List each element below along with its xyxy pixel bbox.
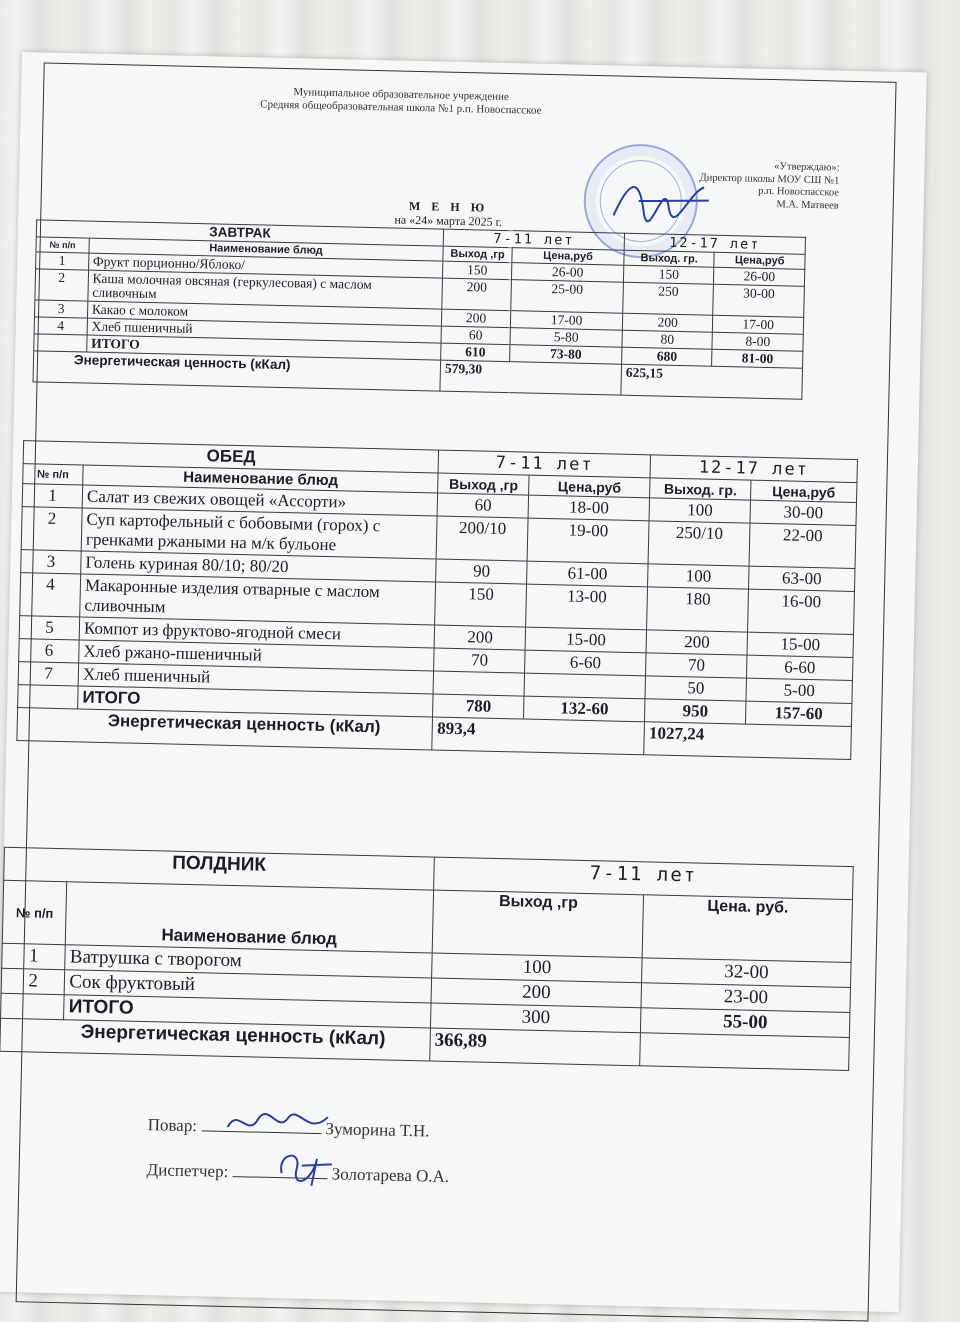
col-name: Наименование блюд xyxy=(83,465,439,493)
breakfast-title: ЗАВТРАК xyxy=(36,220,443,246)
table-row: 1 Фрукт порционно/Яблоко/ 150 26-00 150 26-00 xyxy=(36,252,805,286)
menu-sheet xyxy=(0,52,927,1312)
breakfast-table xyxy=(33,219,806,399)
menu-date: на «24» марта 2025 г. xyxy=(394,212,503,229)
col-name: Наименование блюд xyxy=(89,238,444,261)
col-price-2: Цена,руб xyxy=(751,480,857,502)
dispatcher-label: Диспетчер: xyxy=(146,1160,229,1181)
table-row: 4 Макаронные изделия отварные с маслом сливочным 150 13-00 180 16-00 xyxy=(20,573,855,635)
col-num: № п/п xyxy=(36,237,89,253)
cook-name: Зуморина Т.Н. xyxy=(325,1119,430,1141)
approval-line-2: Директор школы МОУ СШ №1 xyxy=(699,171,840,187)
dispatcher-signature xyxy=(271,1143,342,1190)
breakfast-age-2: 12-17 лет xyxy=(624,233,805,254)
snack-age: 7-11 лет xyxy=(434,857,854,899)
snack-title: ПОЛДНИК xyxy=(4,847,435,890)
col-price: Цена,руб xyxy=(512,248,624,266)
lunch-age-2: 12-17 лет xyxy=(650,455,857,483)
col-name: Наименование блюд xyxy=(66,882,434,953)
table-row: 3 Голень куриная 80/10; 80/20 90 61-00 100 63-00 xyxy=(21,550,855,592)
total-row: ИТОГО 780 132-60 950 157-60 xyxy=(18,685,852,727)
table-row: 4 Хлеб пшеничный 60 5-80 80 8-00 xyxy=(34,317,803,351)
menu-title: М Е Н Ю xyxy=(408,198,489,215)
table-row: 5 Компот из фруктово-ягодной смеси 200 15-00 200 15-00 xyxy=(19,616,853,658)
col-price-2: Цена,руб xyxy=(714,252,805,269)
energy-row: Энергетическая ценность (кКал) 366,89 xyxy=(0,1018,849,1070)
table-row: 2 Сок фруктовый 200 23-00 xyxy=(1,968,850,1012)
approval-block xyxy=(619,158,840,213)
dispatcher-name: Золотарева О.А. xyxy=(331,1164,450,1186)
approval-line-4: М.А. Матвеев xyxy=(776,198,839,212)
approval-line-3: р.п. Новоспасское xyxy=(758,185,840,199)
breakfast-age-1: 7-11 лет xyxy=(443,229,624,250)
table-row: 2 Каша молочная овсяная (геркулесовая) с маслом сливочным 200 25-00 250 30-00 xyxy=(35,269,805,317)
col-price: Цена,руб xyxy=(529,475,651,498)
snack-table xyxy=(0,847,854,1071)
col-num: № п/п xyxy=(2,880,67,944)
table-row: 2 Суп картофельный с бобовыми (горох) с гренками ржаными на м/к бульоне 200/10 19-00 250/10 22-00 xyxy=(21,507,856,569)
org-line-2: Средняя общеобразовательная школа №1 р.п. Новоспасское xyxy=(260,98,542,117)
col-yield: Выход ,гр xyxy=(432,890,644,958)
table-row: 6 Хлеб ржано-пшеничный 70 6-60 70 6-60 xyxy=(19,639,853,681)
energy-row: Энергетическая ценность (кКал) 893,4 1027,24 xyxy=(17,708,852,760)
table-row: 1 Ватрушка с творогом 100 32-00 xyxy=(2,943,851,987)
lunch-age-1: 7-11 лет xyxy=(439,450,651,478)
table-row: 7 Хлеб пшеничный 50 5-00 xyxy=(18,662,852,704)
col-yield: Выход ,гр xyxy=(438,473,529,495)
total-row: ИТОГО 610 73-80 680 81-00 xyxy=(34,334,803,368)
energy-row: Энергетическая ценность (кКал) 579,30 625,15 xyxy=(33,351,803,399)
col-num: № п/п xyxy=(23,464,84,485)
org-line-1: Муниципальное образовательное учреждение xyxy=(293,86,509,104)
col-price: Цена. руб. xyxy=(642,895,852,963)
lunch-title: ОБЕД xyxy=(23,441,439,473)
cook-signature xyxy=(222,1107,333,1144)
approval-line-1: «Утверждаю»: xyxy=(774,161,840,174)
lunch-table xyxy=(16,440,858,760)
col-yield: Выход ,гр xyxy=(443,246,512,263)
cook-label: Повар: xyxy=(147,1115,198,1136)
col-yield-2: Выход. гр. xyxy=(624,250,715,267)
col-yield-2: Выход. гр. xyxy=(650,478,751,500)
table-row: 1 Салат из свежих овощей «Ассорти» 60 18-00 100 30-00 xyxy=(22,484,856,526)
table-row: 3 Какао с молоком 200 17-00 200 17-00 xyxy=(34,300,803,334)
total-row: ИТОГО 300 55-00 xyxy=(1,993,850,1037)
